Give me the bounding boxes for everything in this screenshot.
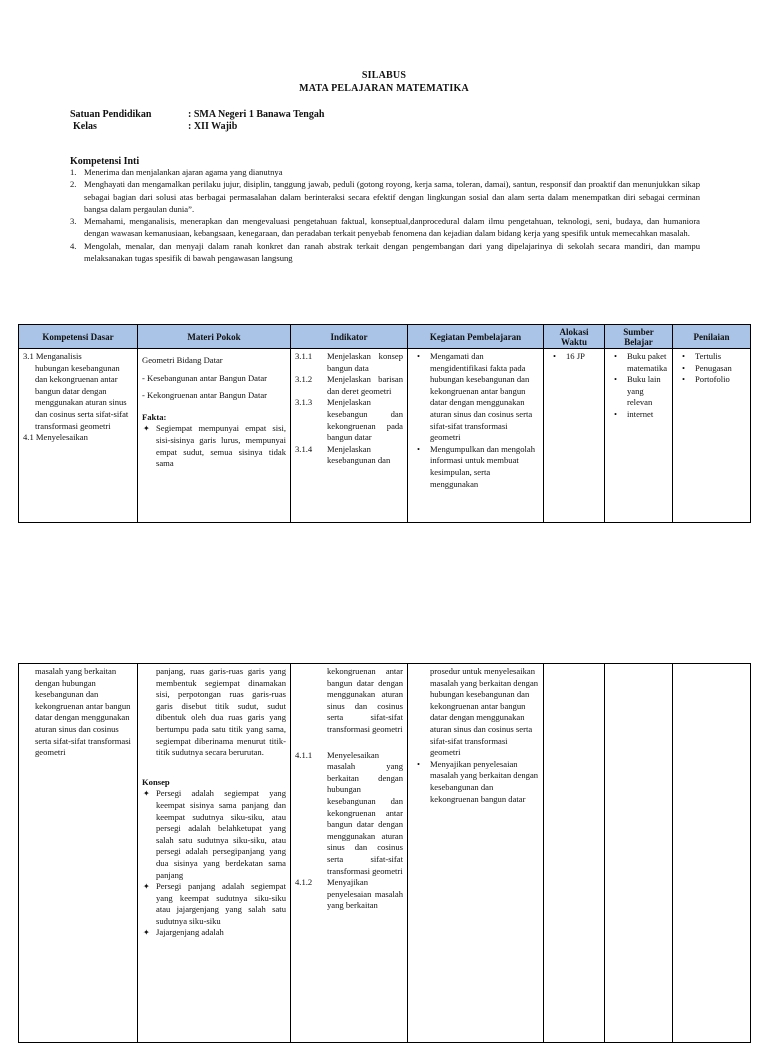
- cell-sumber-belajar: [605, 664, 673, 1043]
- cell-indikator: [291, 664, 408, 1043]
- indikator-number: 3.1.3: [295, 397, 313, 408]
- kd-continued: masalah yang berkaitan dengan hubungan kesebangunan dan kekongruenan antar bangun datar dengan menggunakan aturan sinus dan cosinus serta sifat-sifat transformasi geometri: [35, 666, 131, 758]
- item-text: Menghayati dan mengamalkan perilaku jujur, disiplin, tanggung jawab, peduli (gotong royong, kerja sama, toleran, damai), santun, responsif dan proaktif dan menunjukkan sikap sebagai bagian dari solusi atas berbagai permasalahan dalam berinteraksi secara efektif dengan lingkungan sosial dan alam serta dalam menempatkan diri sebagai cerminan bangsa dalam pergaulan dunia”.: [84, 179, 700, 214]
- alokasi-list: [548, 351, 600, 363]
- penilaian-list: [677, 351, 746, 386]
- table-row: [19, 349, 751, 523]
- indikator-text: Menjelaskan kesebangun dan kekongruenan pada bangun datar: [327, 397, 403, 443]
- cell-materi-pokok: [138, 664, 291, 1043]
- indikator-list: [295, 750, 403, 912]
- header-penilaian: Penilaian: [673, 325, 751, 349]
- header-alokasi-waktu: Alokasi Waktu: [544, 325, 605, 349]
- list-item: • Tertulis: [695, 351, 746, 363]
- indikator-number: 3.1.2: [295, 374, 313, 385]
- list-item: [70, 178, 700, 215]
- list-item: • Portofolio: [695, 374, 746, 386]
- cell-alokasi-waktu: [544, 349, 605, 523]
- document-title: SILABUS: [361, 70, 407, 81]
- table-header-row: [19, 325, 751, 349]
- list-item: • Menyajikan penyelesaian masalah yang berkaitan dengan kesebangunan dan kekongruenan bangun datar: [430, 759, 539, 805]
- meta-school-value: : SMA Negeri 1 Banawa Tengah: [188, 109, 325, 120]
- konsep-label: Konsep: [142, 776, 170, 787]
- indikator-list: [295, 351, 403, 467]
- list-item: • Buku paket matematika: [627, 351, 668, 374]
- indikator-number: 3.1.1: [295, 351, 313, 361]
- item-number: 2.: [70, 179, 77, 190]
- cell-penilaian: [673, 349, 751, 523]
- cell-kompetensi-dasar: [19, 664, 138, 1043]
- cell-penilaian: [673, 664, 751, 1043]
- item-number: 1.: [70, 167, 77, 177]
- materi-title: Geometri Bidang Datar: [142, 355, 223, 365]
- kegiatan-continued: prosedur untuk menyelesaikan masalah yang berkaitan dengan hubungan kesebangunan dan kekongruenan antar bangun datar dengan menggunakan aturan sinus dan cosinus serta sifat-sifat transformasi geometri: [430, 666, 539, 758]
- item-text: Memahami, menganalisis, menerapkan dan mengevaluasi pengetahuan faktual, konseptual,danprocedural dalam ilmu pengetahuan, teknologi, seni, budaya, dan humaniora dengan wawasan kemanusiaan, kebangsaan, kenegaraan, dan peradaban terkait penyebab fenomena dan kejadian dalam bidang kerja yang spesifik untuk memecahkan masalah.: [84, 216, 700, 239]
- header-sumber-belajar: Sumber Belajar: [605, 325, 673, 349]
- kompetensi-inti-list: [70, 166, 700, 264]
- list-item: [70, 166, 700, 178]
- list-item: [295, 877, 403, 912]
- silabus-table-part1: [18, 324, 751, 523]
- list-item: ✦ Jajargenjang adalah: [156, 927, 286, 939]
- header-materi-pokok: Materi Pokok: [138, 325, 291, 349]
- konsep-list: [142, 788, 286, 939]
- cell-alokasi-waktu: [544, 664, 605, 1043]
- indikator-continued: kekongruenan antar bangun datar dengan menggunakan aturan sinus dan cosinus serta sifat-sifat transformasi geometri: [327, 666, 403, 734]
- header-kegiatan: Kegiatan Pembelajaran: [408, 325, 544, 349]
- meta-class-value: : XII Wajib: [188, 121, 238, 132]
- item-number: 3.: [70, 216, 77, 227]
- list-item: • Penugasan: [695, 363, 746, 375]
- materi-item: - Kekongruenan antar Bangun Datar: [142, 390, 268, 401]
- list-item: • internet: [627, 409, 668, 421]
- meta-school-label: Satuan Pendidikan: [70, 109, 152, 120]
- item-text: Mengolah, menalar, dan menyaji dalam ranah konkret dan ranah abstrak terkait dengan pengembangan dari yang dipelajarinya di sekolah secara mandiri, dan mampu melaksanakan tugas spesifik di bawah pengawasan langsung: [84, 240, 700, 264]
- cell-indikator: [291, 349, 408, 523]
- kegiatan-list: [412, 351, 539, 490]
- list-item: ✦ Persegi panjang adalah segiempat yang keempat sudutnya siku-siku atau jajargenjang yang salah satu sudutnya siku-siku: [156, 881, 286, 927]
- indikator-number: 4.1.2: [295, 877, 313, 888]
- indikator-text: Menjelaskan barisan dan deret geometri: [327, 374, 403, 396]
- item-number: 4.: [70, 240, 77, 251]
- list-item: ✦ Segiempat mempunyai empat sisi, sisi-sisinya garis lurus, mempunyai empat sudut, semua sisinya tidak sama: [156, 423, 286, 469]
- list-item: [295, 374, 403, 397]
- indikator-number: 3.1.4: [295, 443, 313, 454]
- list-item: [295, 351, 403, 374]
- indikator-number: 4.1.1: [295, 749, 313, 760]
- fakta-label: Fakta:: [142, 411, 167, 422]
- item-text: Menerima dan menjalankan ajaran agama yang dianutnya: [84, 167, 283, 177]
- meta-class-label: Kelas: [73, 121, 97, 132]
- indikator-text: Menyelesaikan masalah yang berkaitan dengan hubungan kesebangunan dan kekongruenan antar bangun datar dengan menggunakan aturan sinus dan cosinus serta sifat-sifat transformasi geometri: [327, 749, 403, 876]
- table-row: [19, 664, 751, 1043]
- list-item: ✦ Persegi adalah segiempat yang keempat sisinya sama panjang dan keempat sudutnya siku-siku, atau persegi adalah belahketupat yang salah satu sudutnya siku-siku, atau persegi adalah persegipanjang yang dua sisinya yang berdekatan sama panjang: [156, 788, 286, 881]
- list-item: • Buku lain yang relevan: [627, 374, 668, 409]
- list-item: [295, 397, 403, 443]
- cell-kompetensi-dasar: [19, 349, 138, 523]
- list-item: • Mengumpulkan dan mengolah informasi untuk membuat kesimpulan, serta menggunakan: [430, 444, 539, 490]
- header-kompetensi-dasar: Kompetensi Dasar: [19, 325, 138, 349]
- meta-class: [73, 121, 237, 132]
- cell-kegiatan: [408, 664, 544, 1043]
- header-indikator: Indikator: [291, 325, 408, 349]
- indikator-text: Menjelaskan konsep bangun data: [327, 351, 403, 373]
- kd-tail: 4.1 Menyelesaikan: [23, 432, 88, 443]
- list-item: [295, 750, 403, 878]
- kegiatan-list: [412, 759, 539, 805]
- cell-kegiatan: [408, 349, 544, 523]
- materi-item: - Kesebangunan antar Bangun Datar: [142, 372, 268, 383]
- list-item: [295, 444, 403, 467]
- fakta-list: [142, 423, 286, 469]
- sumber-list: [609, 351, 668, 421]
- document-subtitle: MATA PELAJARAN MATEMATIKA: [299, 83, 469, 94]
- cell-sumber-belajar: [605, 349, 673, 523]
- indikator-text: Menyajikan penyelesaian masalah yang berkaitan: [327, 877, 403, 911]
- list-item: [70, 215, 700, 240]
- kompetensi-inti-heading: Kompetensi Inti: [70, 156, 140, 167]
- list-item: [70, 240, 700, 265]
- indikator-text: Menjelaskan kesebangunan dan: [327, 443, 391, 466]
- list-item: • 16 JP: [566, 351, 600, 363]
- kd-lead: 3.1 Menganalisis: [23, 351, 82, 361]
- kd-body: hubungan kesebangunan dan kekongruenan antar bangun datar dengan menggunakan aturan sinus dan cosinus serta sifat-sifat transformasi geometri: [35, 362, 129, 431]
- cell-materi-pokok: [138, 349, 291, 523]
- meta-school: [70, 109, 324, 120]
- list-item: • Mengamati dan mengidentifikasi fakta pada hubungan kesebangunan dan kekongruenan antar bangun datar dengan menggunakan aturan sinus dan cosinus serta sifat-sifat transformasi geometri: [430, 351, 539, 444]
- silabus-table-part2: [18, 663, 751, 1043]
- materi-continued: panjang, ruas garis-ruas garis yang membentuk segiempat dinamakan sisi, perpotongan ruas garis-ruas garis disebut titik sudut, sudut dibentuk oleh dua ruas garis yang bertumpu pada satu titik yang sama, segiempat diberinama menurut titik-titik sudutnya secara berurutan.: [156, 666, 286, 758]
